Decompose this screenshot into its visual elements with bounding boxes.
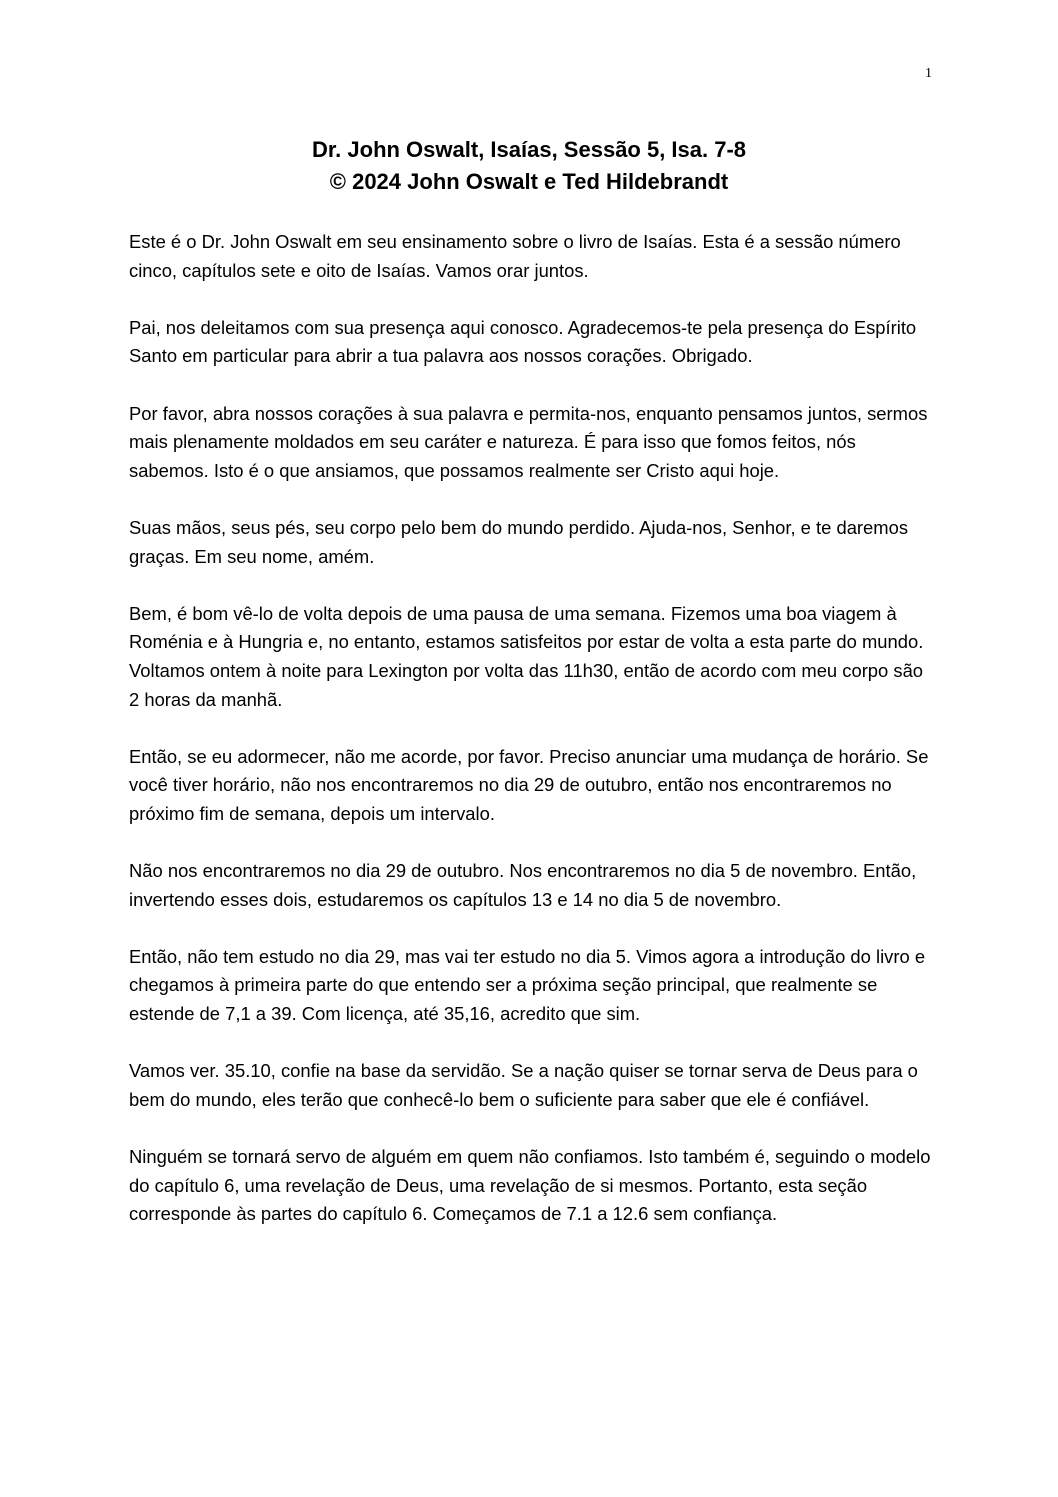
paragraph: Ninguém se tornará servo de alguém em quem não confiamos. Isto também é, seguindo o modelo do capítulo 6, uma revelação de Deus, uma revelação de si mesmos. Portanto, esta seção corresponde às partes do capítulo 6. Começamos de 7.1 a 12.6 sem confiança. — [129, 1146, 931, 1225]
body-text — [129, 228, 931, 1257]
title-line-1: Dr. John Oswalt, Isaías, Sessão 5, Isa. 7-8 — [311, 137, 747, 162]
paragraph: Então, se eu adormecer, não me acorde, por favor. Preciso anunciar uma mudança de horário. Se você tiver horário, não nos encontraremos no dia 29 de outubro, então nos encontraremos no próximo fim de semana, depois um intervalo. — [129, 745, 929, 824]
page-number: 1 — [925, 66, 932, 81]
paragraph: Então, não tem estudo no dia 29, mas vai ter estudo no dia 5. Vimos agora a introdução do livro e chegamos à primeira parte do que entendo ser a próxima seção principal, que realmente se estende de 7,1 a 39. Com licença, até 35,16, acredito que sim. — [129, 945, 926, 1025]
paragraph: Vamos ver. 35.10, confie na base da servidão. Se a nação quiser se tornar serva de Deus para o bem do mundo, eles terão que conhecê-lo bem o suficiente para saber que ele é confiável. — [129, 1060, 918, 1110]
title-line-2: © 2024 John Oswalt e Ted Hildebrandt — [329, 169, 729, 194]
paragraph: Pai, nos deleitamos com sua presença aqui conosco. Agradecemos-te pela presença do Espírito Santo em particular para abrir a tua palavra aos nossos corações. Obrigado. — [129, 316, 917, 367]
paragraph: Não nos encontraremos no dia 29 de outubro. Nos encontraremos no dia 5 de novembro. Então, invertendo esses dois, estudaremos os capítulos 13 e 14 no dia 5 de novembro. — [129, 860, 917, 910]
paragraph: Por favor, abra nossos corações à sua palavra e permita-nos, enquanto pensamos juntos, sermos mais plenamente moldados em seu caráter e natureza. É para isso que fomos feitos, nós sabemos. Isto é o que ansiamos, que possamos realmente ser Cristo aqui hoje. — [129, 402, 928, 481]
document-title — [128, 134, 930, 198]
paragraph: Este é o Dr. John Oswalt em seu ensinamento sobre o livro de Isaías. Esta é a sessão número cinco, capítulos sete e oito de Isaías. Vamos orar juntos. — [129, 231, 901, 281]
paragraph: Bem, é bom vê-lo de volta depois de uma pausa de uma semana. Fizemos uma boa viagem à Roménia e à Hungria e, no entanto, estamos satisfeitos por estar de volta a esta parte do mundo. Voltamos ontem à noite para Lexington por volta das 11h30, então de acordo com meu corpo são 2 horas da manhã. — [129, 602, 924, 710]
paragraph: Suas mãos, seus pés, seu corpo pelo bem do mundo perdido. Ajuda-nos, Senhor, e te daremos graças. Em seu nome, amém. — [129, 516, 909, 567]
